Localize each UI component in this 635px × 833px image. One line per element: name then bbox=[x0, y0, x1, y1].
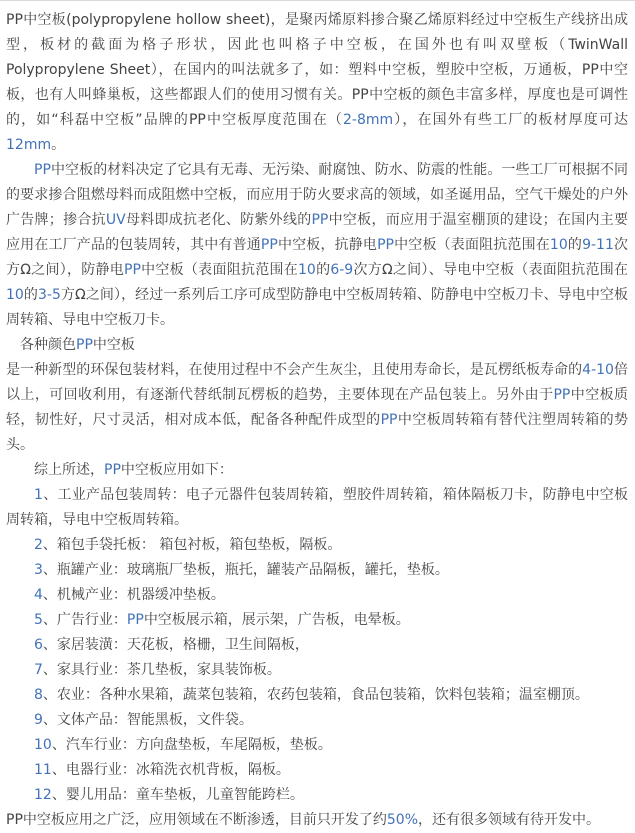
text-run: 的 bbox=[567, 237, 583, 253]
text-run: 次方Ω之间）、导电中空板（表面阻抗范围在 bbox=[353, 262, 629, 278]
text-run: 。 bbox=[51, 137, 66, 153]
highlight-text: 11 bbox=[34, 762, 52, 778]
highlight-text: 4-10 bbox=[582, 362, 614, 378]
text-run: 中空板，抗静电 bbox=[277, 237, 378, 253]
text-run: 各种颜色 bbox=[20, 337, 76, 353]
text-run: 中空板周转箱有替代注塑周转箱的势头。 bbox=[6, 412, 629, 453]
highlight-text: 10 bbox=[6, 287, 24, 303]
text-run: 中空板的材料决定了它具有无毒、无污染、耐腐蚀、防水、防震的性能。一些工厂可根据不同的要求掺合阻燃母料而成阻燃中空板，而应用于防火要求高的领域，如圣诞用品，空气干燥处的户外广告牌；掺合抗 bbox=[6, 162, 628, 228]
highlight-text: 4 bbox=[34, 587, 43, 603]
highlight-text: 10 bbox=[297, 262, 316, 278]
list-item-10 bbox=[6, 733, 628, 758]
list-item-11 bbox=[6, 758, 628, 783]
text-run: 、家居装潢：天花板，格栅，卫生间隔板， bbox=[42, 637, 309, 653]
text-run: 、文体产品：智能黑板，文件袋。 bbox=[42, 712, 253, 728]
highlight-text: 6 bbox=[34, 637, 43, 653]
highlight-text: 12mm bbox=[6, 137, 52, 153]
text-run: 、婴儿用品：童车垫板，儿童智能跨栏。 bbox=[51, 787, 304, 803]
text-run: 、瓶罐产业：玻璃瓶厂垫板，瓶托，罐装产品隔板，罐托，垫板。 bbox=[42, 562, 449, 578]
text-run: 、工业产品包装周转：电子元器件包装周转箱，塑胶件周转箱，箱体隔板刀卡，防静电中空板周转箱，导电中空板周转箱。 bbox=[6, 487, 628, 528]
text-run: 次方Ω之间），防静电 bbox=[6, 237, 629, 278]
text-run: 、电器行业：冰箱洗衣机背板，隔板。 bbox=[51, 762, 290, 778]
highlight-text: PP bbox=[124, 262, 141, 278]
list-item-9 bbox=[6, 708, 628, 733]
text-run: 、农业：各种水果箱，蔬菜包装箱，农药包装箱，食品包装箱，饮料包装箱；温室棚顶。 bbox=[42, 687, 589, 703]
highlight-text: 10 bbox=[34, 737, 52, 753]
list-item-2 bbox=[6, 533, 628, 558]
highlight-text: PP bbox=[34, 162, 51, 178]
highlight-text: 9 bbox=[34, 712, 43, 728]
highlight-text: 3 bbox=[34, 562, 43, 578]
eco-material-paragraph bbox=[6, 358, 628, 458]
text-run: 倍以上，可回收利用，有逐渐代替纸制瓦楞板的趋势，主要体现在产品包装上。另外由于 bbox=[6, 362, 629, 403]
list-item-7 bbox=[6, 658, 628, 683]
text-run: 中空板展示箱，展示架，广告板，电晕板。 bbox=[143, 612, 410, 628]
highlight-text: 9-11 bbox=[582, 237, 614, 253]
list-item-5 bbox=[6, 608, 628, 633]
text-run: 母料即成抗老化、防紫外线的 bbox=[125, 212, 312, 228]
closing-paragraph bbox=[6, 808, 628, 833]
text-run: 、箱包手袋托板： 箱包衬板，箱包垫板，隔板。 bbox=[42, 537, 342, 553]
text-run: 中空板，而应用于温室棚顶的建设；在国内主要应用在工厂产品的包装周转，其中有普通 bbox=[6, 212, 629, 253]
section-heading bbox=[6, 333, 628, 358]
highlight-text: 8 bbox=[34, 687, 43, 703]
list-item-12 bbox=[6, 783, 628, 808]
highlight-text: PP bbox=[380, 412, 398, 428]
highlight-text: 1 bbox=[34, 487, 43, 503]
highlight-text: 12 bbox=[34, 787, 52, 803]
highlight-text: PP bbox=[104, 462, 121, 478]
list-item-6 bbox=[6, 633, 628, 658]
intro-paragraph bbox=[6, 8, 628, 158]
text-run: 、汽车行业：方向盘垫板，车尾隔板，垫板。 bbox=[51, 737, 332, 753]
highlight-text: PP bbox=[311, 212, 329, 228]
highlight-text: PP bbox=[76, 337, 93, 353]
text-run: PP中空板应用之广泛，应用领域在不断渗透，目前只开发了约 bbox=[6, 812, 387, 828]
text-run: 中空板质轻，韧性好，尺寸灵活，相对成本低，配备各种配件成型的 bbox=[6, 387, 629, 428]
text-run: ），在国外有些工厂的板材厚度可达 bbox=[393, 112, 628, 128]
highlight-text: 7 bbox=[34, 662, 43, 678]
text-run: 的 bbox=[23, 287, 38, 303]
text-run: 、广告行业： bbox=[42, 612, 127, 628]
text-run: 、机械产业：机器缓冲垫板。 bbox=[42, 587, 225, 603]
highlight-text: 10 bbox=[549, 237, 568, 253]
highlight-text: PP bbox=[553, 387, 571, 403]
highlight-text: 2-8mm bbox=[343, 112, 394, 128]
highlight-text: PP bbox=[377, 237, 394, 253]
highlight-text: 5 bbox=[34, 612, 43, 628]
summary-lead bbox=[6, 458, 628, 483]
text-run: PP中空板(polypropylene hollow sheet)，是聚丙烯原料掺合聚乙烯原料经过中空板生产线挤出成型，板材的截面为格子形状，因此也叫格子中空板，在国外也有叫双壁板（TwinWall Polypropylene Sheet），在国内的叫法就多了，如：塑料中空板，塑胶中空板，万通板，PP中空板，也有人叫蜂巢板，这些都跟人们的使用习惯有关。PP中空板的颜色丰富多样，厚度也是可调性的，如“科磊中空板”品牌的PP中空板厚度范围在（ bbox=[6, 12, 628, 128]
text-run: 的 bbox=[315, 262, 331, 278]
highlight-text: 3-5 bbox=[38, 287, 61, 303]
text-run: 是一种新型的环保包装材料，在使用过程中不会产生灰尘，且使用寿命长，是瓦楞纸板寿命的 bbox=[6, 362, 583, 378]
highlight-text: 6-9 bbox=[330, 262, 354, 278]
text-run: 方Ω之间），经过一系列后工序可成型防静电中空板周转箱、防静电中空板刀卡、导电中空板周转箱、导电中空板刀卡。 bbox=[6, 287, 628, 328]
text-run: 中空板 bbox=[92, 337, 135, 353]
list-item-1 bbox=[6, 483, 628, 533]
list-item-3 bbox=[6, 558, 628, 583]
list-item-8 bbox=[6, 683, 628, 708]
highlight-text: PP bbox=[126, 612, 144, 628]
highlight-text: 2 bbox=[34, 537, 43, 553]
text-run: 综上所述， bbox=[34, 462, 104, 478]
highlight-text: PP bbox=[260, 237, 278, 253]
material-properties-paragraph bbox=[6, 158, 628, 333]
highlight-text: UV bbox=[105, 212, 126, 228]
text-run: 、家具行业：茶几垫板，家具装饰板。 bbox=[42, 662, 281, 678]
list-item-4 bbox=[6, 583, 628, 608]
text-run: 中空板应用如下： bbox=[120, 462, 233, 478]
text-run: ，还有很多领域有待开发中。 bbox=[418, 812, 601, 828]
highlight-text: 50% bbox=[386, 812, 419, 828]
text-run: 中空板（表面阻抗范围在 bbox=[393, 237, 550, 253]
text-run: 中空板（表面阻抗范围在 bbox=[140, 262, 298, 278]
